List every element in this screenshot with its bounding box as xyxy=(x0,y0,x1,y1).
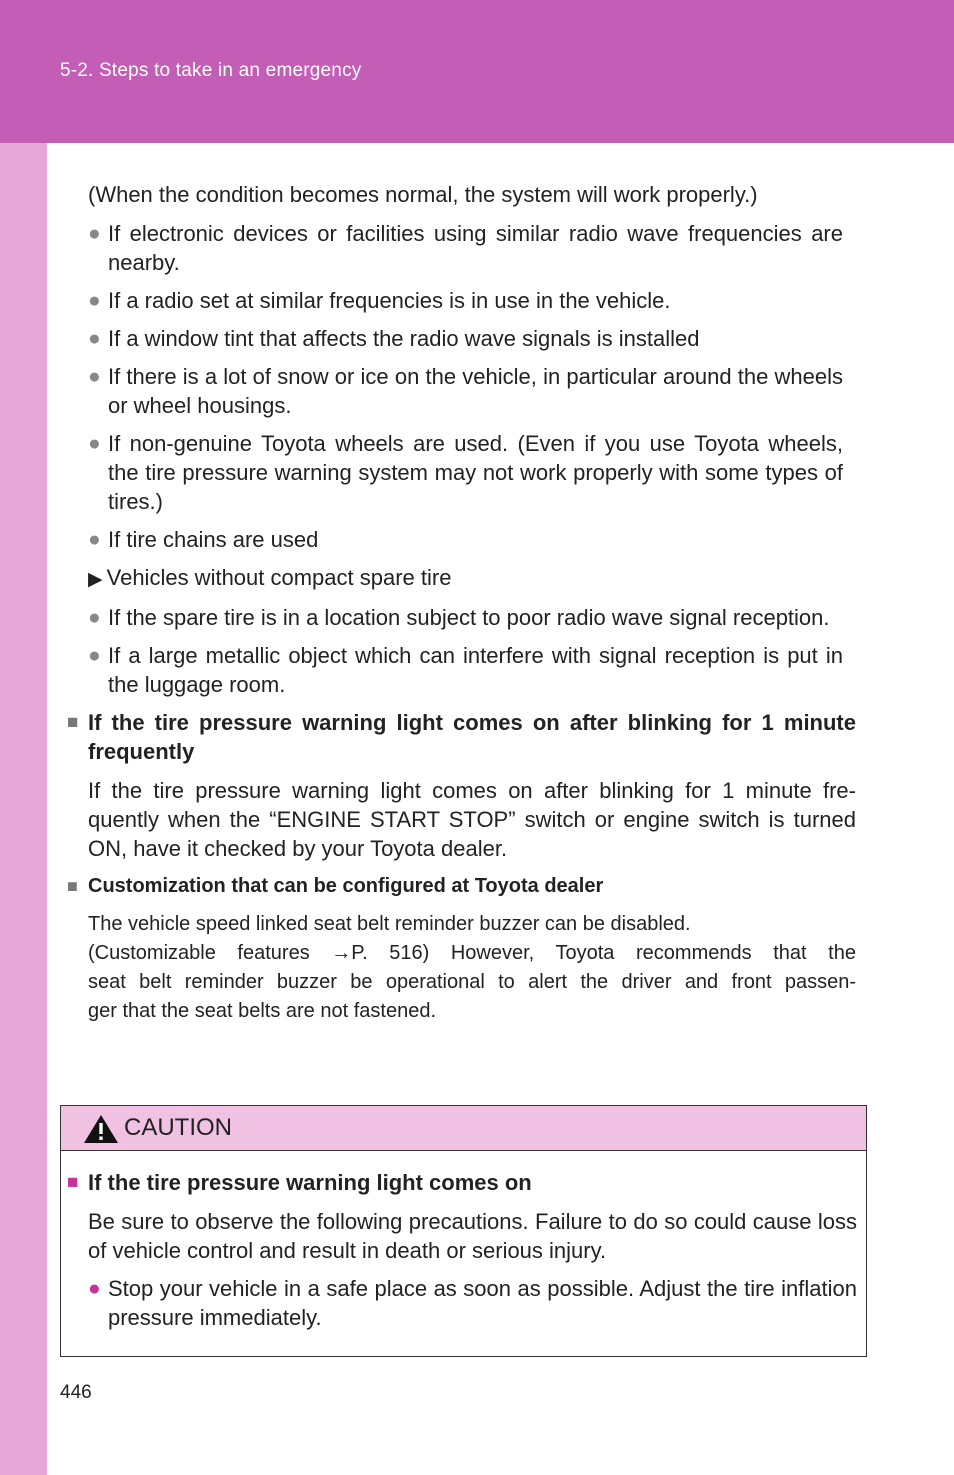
list-item: ● If a large metallic object which can interfere with signal reception is put in the luggage room. xyxy=(88,643,843,697)
list-item: ● If a radio set at similar frequencies is in use in the vehicle. xyxy=(88,288,671,313)
section-title: 5-2. Steps to take in an emergency xyxy=(60,60,362,81)
list-item: ● If electronic devices or facilities using similar radio wave frequencies are nearby. xyxy=(88,221,843,275)
section-body: If the tire pressure warning light comes on after blinking for 1 minute fre-quently when the “ENGINE START STOP” switch or engine switch is turned ON, have it checked by your Toyota dealer. xyxy=(88,778,856,861)
list-item: ● If tire chains are used xyxy=(88,527,319,552)
section-heading: ■ If the tire pressure warning light comes on after blinking for 1 minute frequently xyxy=(67,710,856,764)
caution-body-text: Be sure to observe the following precautions. Failure to do so could cause loss of vehicle control and result in death or serious injury. xyxy=(88,1209,857,1263)
bullet-icon: ● xyxy=(88,289,101,312)
triangle-right-icon: ▶ xyxy=(88,569,103,590)
list-item: ● If the spare tire is in a location subject to poor radio wave signal reception. xyxy=(88,605,830,630)
caution-content xyxy=(67,1168,857,1341)
page-number: 446 xyxy=(60,1382,92,1403)
bullet-icon: ● xyxy=(88,644,101,667)
square-bullet-icon: ■ xyxy=(67,876,78,896)
caution-header xyxy=(61,1106,866,1151)
bullet-icon: ● xyxy=(88,432,101,455)
subsection-label: ▶ Vehicles without compact spare tire xyxy=(88,565,452,590)
caution-box xyxy=(60,1105,867,1357)
caution-heading: ■ If the tire pressure warning light comes on xyxy=(67,1170,532,1195)
caution-title: CAUTION xyxy=(124,1114,232,1141)
intro-text: (When the condition becomes normal, the system will work properly.) xyxy=(88,182,758,207)
section-heading: ■ Customization that can be configured at Toyota dealer xyxy=(67,872,856,901)
square-bullet-icon: ■ xyxy=(67,1172,79,1193)
list-item: ● If a window tint that affects the radio wave signals is installed xyxy=(88,326,700,351)
square-bullet-icon: ■ xyxy=(67,712,79,733)
page-header xyxy=(0,0,954,143)
bullet-icon: ● xyxy=(88,528,101,551)
list-item: ● Stop your vehicle in a safe place as soon as possible. Adjust the tire inflation pressure immediately. xyxy=(88,1276,857,1330)
main-content xyxy=(67,180,856,1026)
list-item: ● If there is a lot of snow or ice on the vehicle, in particular around the wheels or wheel housings. xyxy=(88,364,843,418)
bullet-icon: ● xyxy=(88,1277,101,1300)
section-body: The vehicle speed linked seat belt reminder buzzer can be disabled. (Customizable features →P. 516) However, Toyota recommends that the seat belt reminder buzzer be operational to alert the driver and front passen- ger that the seat belts are not fastened. xyxy=(88,913,856,1022)
warning-triangle-icon xyxy=(83,1114,119,1144)
bullet-icon: ● xyxy=(88,327,101,350)
bullet-icon: ● xyxy=(88,222,101,245)
bullet-icon: ● xyxy=(88,365,101,388)
bullet-icon: ● xyxy=(88,606,101,629)
side-tab-strip xyxy=(0,143,47,1475)
list-item: ● If non-genuine Toyota wheels are used. (Even if you use Toyota wheels, the tire pressure warning system may not work properly with some types of tires.) xyxy=(88,431,843,514)
